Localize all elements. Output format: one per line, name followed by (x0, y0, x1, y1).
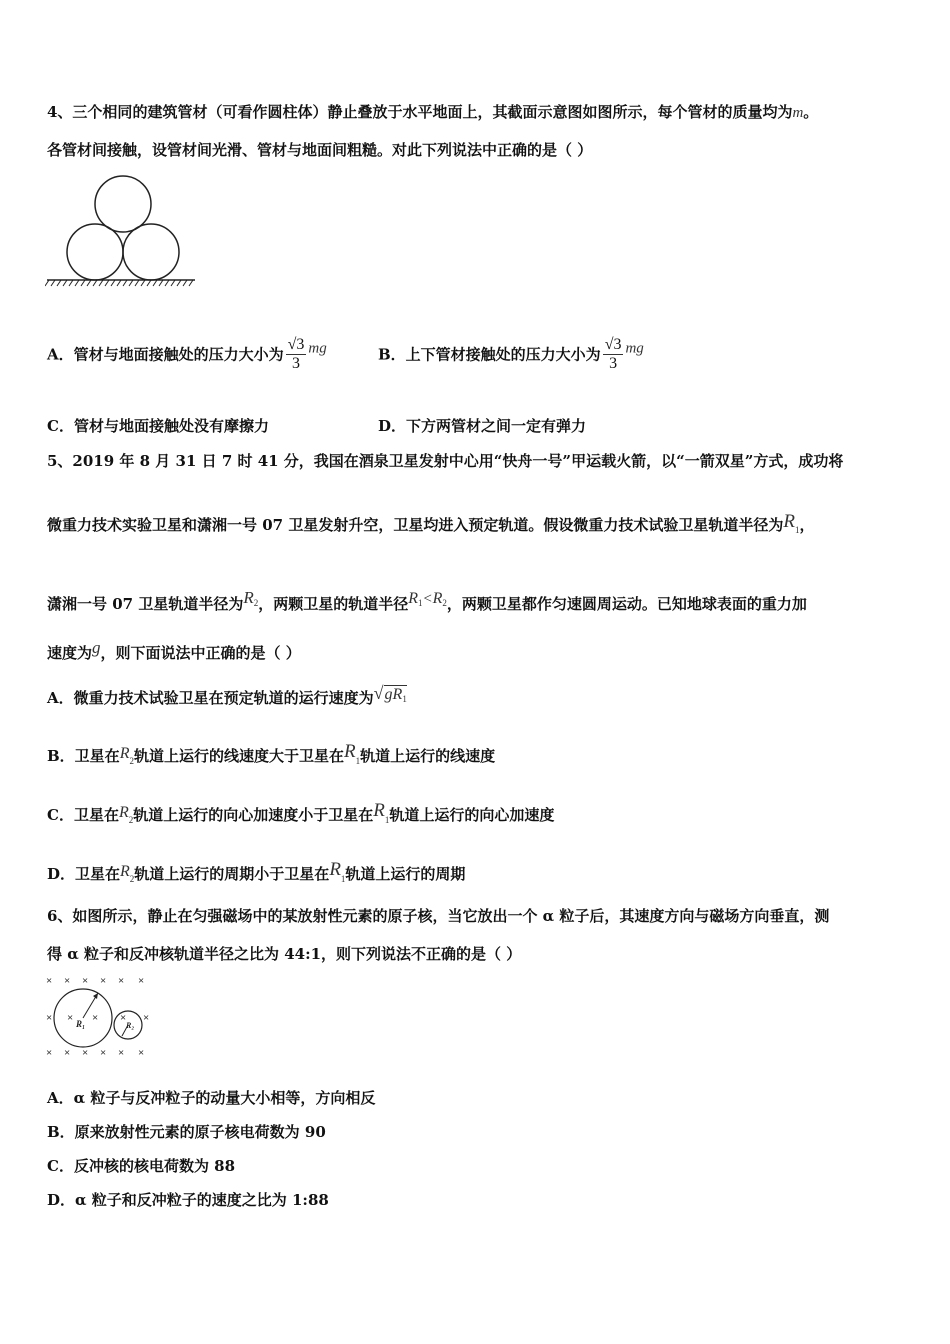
q6-option-a: A．α 粒子与反冲粒子的动量大小相等，方向相反 (47, 1089, 376, 1107)
svg-text:×: × (100, 975, 107, 987)
svg-text:×: × (82, 975, 89, 987)
q5-option-c: C．卫星在$R_2$轨道上运行的向心加速度小于卫星在$R_1$轨道上运行的向心加速度 (47, 800, 555, 825)
svg-text:×: × (118, 975, 125, 987)
q5-option-d: D．卫星在$R_2$轨道上运行的周期小于卫星在$R_1$轨道上运行的周期 (47, 859, 466, 884)
q5-option-a: A．微重力技术试验卫星在预定轨道的运行速度为$√gR_1$ (47, 683, 407, 707)
q6-option-c: C．反冲核的核电荷数为 88 (47, 1157, 236, 1175)
q5-stem-line1: 5、2019 年 8 月 31 日 7 时 41 分，我国在酒泉卫星发射中心用“快舟一号”甲运载火箭，以“一箭双星”方式，成功将 (47, 452, 844, 470)
q4-stem-line2: 各管材间接触，设管材间光滑、管材与地面间粗糙。对此下列说法中正确的是（ ） (47, 141, 593, 159)
svg-text:×: × (100, 1047, 107, 1059)
svg-text:×: × (143, 1012, 150, 1024)
mass-symbol: m (792, 105, 804, 121)
r2-label: R₂ (126, 1021, 135, 1030)
top-pipe (95, 176, 151, 232)
q6-stem-line2: 得 α 粒子和反冲核轨道半径之比为 44:1，则下列说法不正确的是（ ） (47, 945, 522, 963)
svg-text:×: × (67, 1012, 74, 1024)
q4-option-c: C．管材与地面接触处没有摩擦力 (47, 417, 269, 435)
q6-stem-line1: 6、如图所示，静止在匀强磁场中的某放射性元素的原子核，当它放出一个 α 粒子后，其速度方向与磁场方向垂直，测 (47, 907, 830, 925)
svg-text:×: × (138, 1047, 145, 1059)
q5-stem-line3: 潇湘一号 07 卫星轨道半径为$R^2$，两颗卫星的轨道半径$R^1<R^2$，两颗卫星都作匀速圆周运动。已知地球表面的重力加 (47, 588, 807, 613)
sqrt3-over-3-fraction-b: $\frac{√3}{3}$ (604, 336, 622, 372)
svg-text:×: × (118, 1047, 125, 1059)
stacked-pipes-figure (45, 172, 205, 292)
field-crosses (46, 975, 149, 1059)
svg-text:×: × (138, 975, 145, 987)
svg-text:×: × (120, 1012, 127, 1024)
q4-option-d: D．下方两管材之间一定有弹力 (378, 417, 587, 435)
q6-option-d: D．α 粒子和反冲粒子的速度之比为 1:88 (47, 1191, 329, 1209)
svg-text:×: × (46, 975, 53, 987)
svg-text:×: × (64, 1047, 71, 1059)
q4-stem-line1: 4、三个相同的建筑管材（可看作圆柱体）静止叠放于水平地面上，其截面示意图如图所示，每个管材的质量均为m。 (47, 103, 819, 121)
magnetic-field-figure (42, 972, 157, 1060)
ground-hatching (45, 280, 193, 286)
r1-label: R₁ (76, 1019, 86, 1029)
q4-option-b: B．上下管材接触处的压力大小为 $\frac{√3}{3}$ mg (378, 336, 644, 372)
q6-option-b: B．原来放射性元素的原子核电荷数为 90 (47, 1123, 326, 1141)
svg-text:×: × (64, 975, 71, 987)
sqrt3-over-3-fraction-a: $\frac{√3}{3}$ (287, 336, 305, 372)
q4-option-a: A．管材与地面接触处的压力大小为 $\frac{√3}{3}$ mg (47, 336, 327, 372)
q5-stem-line2: 微重力技术实验卫星和潇湘一号 07 卫星发射升空，卫星均进入预定轨道。假设微重力技术试验卫星轨道半径为$R_1$， (47, 511, 815, 535)
svg-text:×: × (82, 1047, 89, 1059)
svg-text:×: × (46, 1012, 53, 1024)
svg-text:×: × (92, 1012, 99, 1024)
bottom-left-pipe (67, 224, 123, 280)
svg-text:×: × (46, 1047, 53, 1059)
bottom-right-pipe (123, 224, 179, 280)
q5-stem-line4: 速度为g，则下面说法中正确的是（ ） (47, 638, 301, 662)
q5-option-b: B．卫星在$R_2$轨道上运行的线速度大于卫星在$R_1$轨道上运行的线速度 (47, 741, 496, 766)
